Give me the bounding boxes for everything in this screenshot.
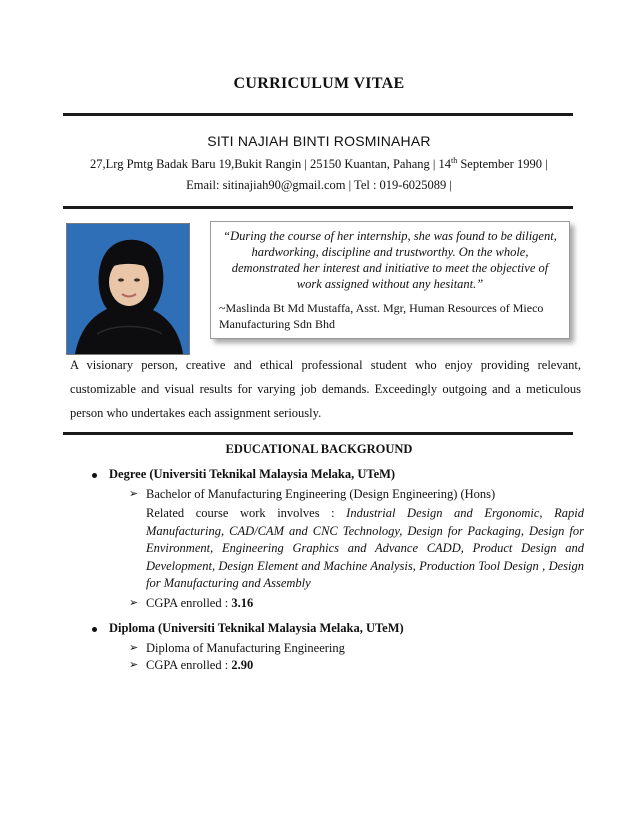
- arrow-bullet-icon: ➢: [129, 641, 139, 654]
- diploma-title: Diploma (Universiti Teknikal Malaysia Melaka, UTeM): [109, 621, 404, 635]
- education-item-degree: [92, 467, 584, 611]
- degree-program-line: [129, 487, 584, 502]
- divider-contact: [63, 206, 573, 209]
- education-heading: EDUCATIONAL BACKGROUND: [225, 442, 413, 456]
- address-line: [90, 156, 590, 172]
- testimonial-quote: “During the course of her internship, she was found to be diligent, hardworking, discipline and trustworthy. On the whole, demonstrated her interest and initiative to meet the objective of work assigned without any hesitant.”: [223, 229, 557, 291]
- degree-cgpa-line: [129, 596, 584, 611]
- diploma-program-line: [129, 641, 584, 656]
- bullet-icon: [92, 473, 97, 478]
- dob-suffix: th: [451, 156, 458, 165]
- testimonial-attribution: ~Maslinda Bt Md Mustaffa, Asst. Mgr, Human Resources of Mieco Manufacturing Sdn Bhd: [219, 301, 544, 331]
- arrow-bullet-icon: ➢: [129, 658, 139, 671]
- degree-title: Degree (Universiti Teknikal Malaysia Melaka, UTeM): [109, 467, 396, 481]
- contact-line: Email: sitinajiah90@gmail.com | Tel : 019-6025089 |: [186, 178, 452, 192]
- profile-photo: [66, 223, 190, 355]
- address-text: 27,Lrg Pmtg Badak Baru 19,Bukit Rangin | 25150 Kuantan, Pahang | 14: [90, 157, 451, 172]
- candidate-name: SITI NAJIAH BINTI ROSMINAHAR: [207, 133, 431, 149]
- diploma-cgpa-line: [129, 658, 584, 673]
- dob-text: September 1990 |: [457, 157, 548, 172]
- testimonial-box: [210, 221, 570, 339]
- divider-top: [63, 113, 573, 116]
- arrow-bullet-icon: ➢: [129, 595, 139, 609]
- degree-cgpa-value: 3.16: [231, 595, 254, 610]
- degree-coursework: [146, 505, 584, 593]
- arrow-bullet-icon: ➢: [129, 487, 139, 500]
- degree-cgpa-label: CGPA enrolled :: [146, 595, 232, 610]
- divider-education: [63, 432, 573, 435]
- bullet-icon: [92, 627, 97, 632]
- diploma-program: Diploma of Manufacturing Engineering: [146, 641, 345, 655]
- coursework-prefix: Related course work involves :: [146, 506, 347, 520]
- diploma-cgpa-value: 2.90: [231, 658, 254, 672]
- degree-program: Bachelor of Manufacturing Engineering (Design Engineering) (Hons): [146, 487, 496, 501]
- document-title: CURRICULUM VITAE: [233, 75, 405, 92]
- education-item-diploma: [92, 621, 584, 673]
- coursework-list: Industrial Design and Ergonomic, Rapid Manufacturing, CAD/CAM and CNC Technology, Design for Packaging, Design for Environment, Engineering Graphics and Advance CADD, Product Design and Development, Design Element and Machine Analysis, Production Tool Design , Design for Manufacturing and Assembly: [146, 506, 584, 590]
- profile-summary: A visionary person, creative and ethical professional student who enjoy providing relevant, customizable and visual results for varying job demands. Exceedingly outgoing and a meticulous person who undertakes each assignment seriously.: [70, 358, 581, 420]
- diploma-cgpa-label: CGPA enrolled :: [146, 658, 232, 672]
